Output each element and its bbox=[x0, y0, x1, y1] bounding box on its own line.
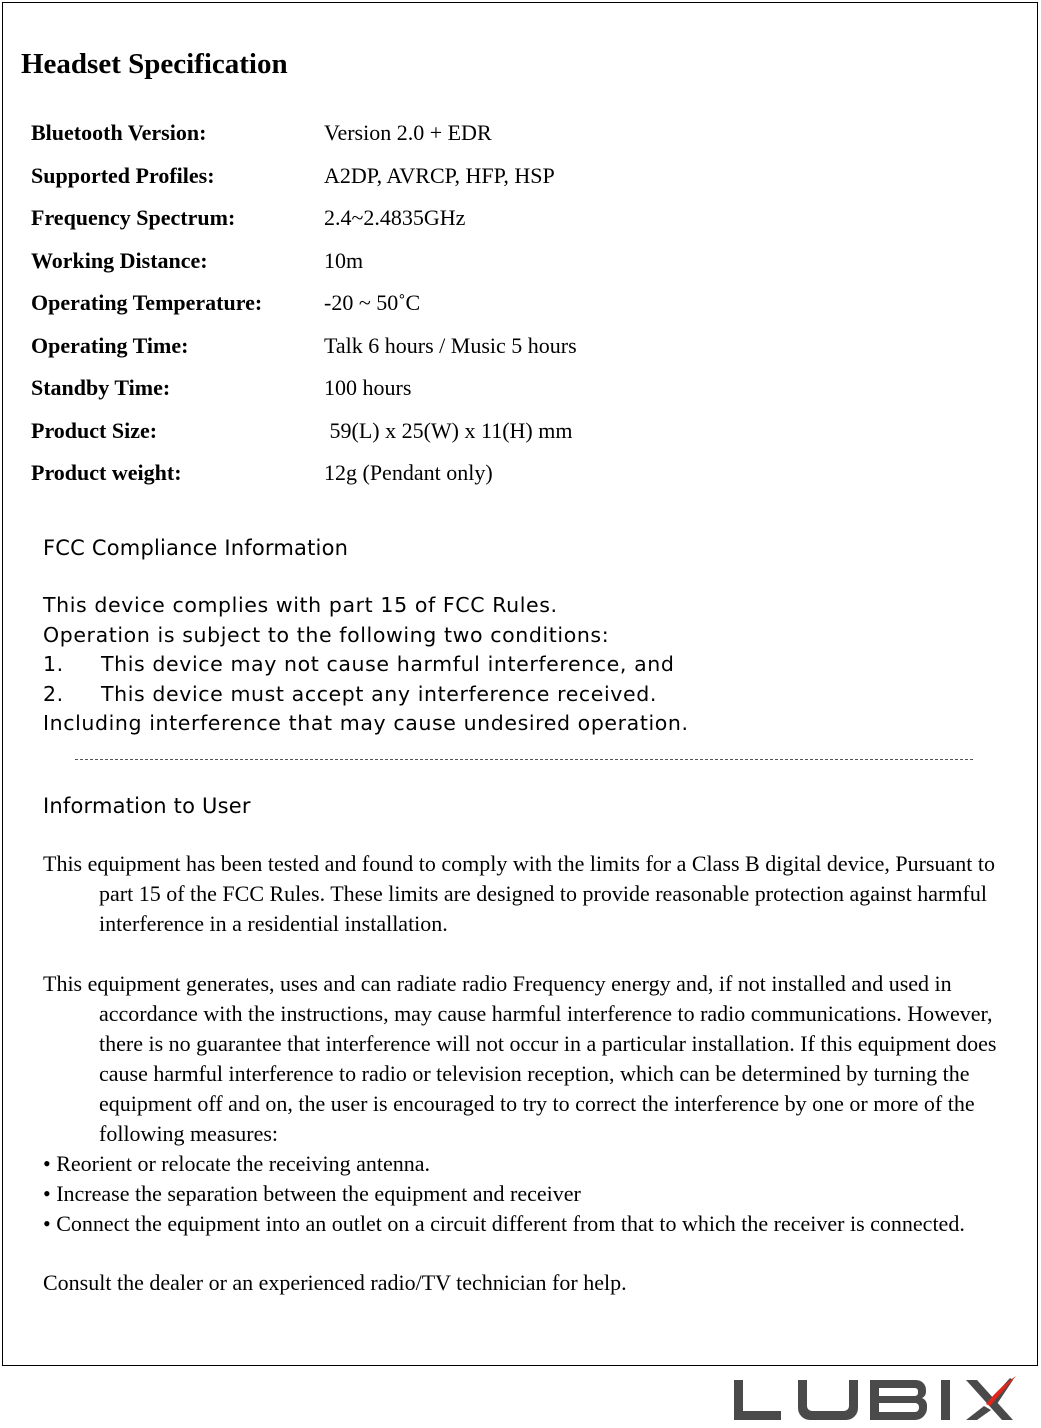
spec-value: 12g (Pendant only) bbox=[324, 460, 493, 486]
user-info-paragraph: This equipment has been tested and found to comply with the limits for a Class B digital device, Pursuant to part 15 of the FCC Rules. These limits are designed to provide reasonable protection against harmful interference in a residential installation. bbox=[43, 851, 995, 936]
user-info-paragraph: This equipment generates, uses and can radiate radio Frequency energy and, if not installed and used in accordance with the instructions, may cause harmful interference to radio communications. However, there is no guarantee that interference will not occur in a particular installation. If this equipment does cause harmful interference to radio or television reception, which can be determined by turning the equipment off and on, the user is encouraged to try to correct the interference by one or more of the following measures: bbox=[43, 970, 997, 1146]
spec-value: 10m bbox=[324, 247, 364, 273]
fcc-line: Including interference that may cause undesired operation. bbox=[43, 711, 689, 736]
dashed-divider bbox=[75, 759, 973, 760]
user-info-heading: Information to User bbox=[43, 794, 251, 818]
spec-table bbox=[31, 112, 931, 495]
fcc-statement bbox=[43, 591, 689, 739]
fcc-heading: FCC Compliance Information bbox=[43, 536, 349, 560]
spec-row bbox=[31, 282, 931, 325]
fcc-condition-text: This device must accept any interference received. bbox=[101, 681, 657, 706]
fcc-line: Operation is subject to the following two conditions: bbox=[43, 622, 610, 647]
spec-row bbox=[31, 452, 931, 495]
spec-value: 2.4~2.4835GHz bbox=[324, 205, 466, 231]
list-item: • Increase the separation between the equipment and receiver bbox=[43, 1180, 581, 1206]
spec-row bbox=[31, 155, 931, 198]
page-frame bbox=[2, 2, 1038, 1366]
spec-label: Supported Profiles: bbox=[31, 162, 215, 188]
measures-list bbox=[43, 1149, 1018, 1239]
spec-value: 59(L) x 25(W) x 11(H) mm bbox=[324, 417, 573, 443]
spec-row bbox=[31, 367, 931, 410]
lubix-wordmark bbox=[734, 1380, 1013, 1420]
spec-row bbox=[31, 112, 931, 155]
spec-value: A2DP, AVRCP, HFP, HSP bbox=[324, 162, 555, 188]
spec-row bbox=[31, 240, 931, 283]
user-info-paragraph: Consult the dealer or an experienced radio/TV technician for help. bbox=[43, 1270, 627, 1295]
spec-value: 100 hours bbox=[324, 375, 412, 401]
spec-label: Standby Time: bbox=[31, 375, 171, 401]
spec-label: Operating Temperature: bbox=[31, 290, 263, 316]
fcc-condition bbox=[43, 680, 689, 710]
logo-red-swoosh bbox=[986, 1376, 1016, 1406]
fcc-line: This device complies with part 15 of FCC Rules. bbox=[43, 593, 558, 617]
spec-label: Working Distance: bbox=[31, 247, 208, 273]
spec-row bbox=[31, 410, 931, 453]
user-info-body bbox=[43, 849, 1018, 1328]
spec-value: Version 2.0 + EDR bbox=[324, 120, 492, 146]
spec-row bbox=[31, 325, 931, 368]
spec-value: -20 ~ 50˚C bbox=[324, 290, 421, 316]
spec-row bbox=[31, 197, 931, 240]
fcc-condition-text: This device may not cause harmful interference, and bbox=[101, 652, 675, 677]
spec-label: Product Size: bbox=[31, 417, 158, 443]
list-item: • Reorient or relocate the receiving antenna. bbox=[43, 1150, 431, 1176]
spec-value: Talk 6 hours / Music 5 hours bbox=[324, 332, 577, 358]
page-title: Headset Specification bbox=[21, 48, 288, 80]
spec-label: Product weight: bbox=[31, 460, 182, 486]
list-item: • Connect the equipment into an outlet on a circuit different from that to which the receiver is connected. bbox=[43, 1210, 965, 1236]
spec-label: Bluetooth Version: bbox=[31, 120, 207, 146]
lubix-logo bbox=[728, 1376, 1016, 1424]
fcc-condition-number: 2. bbox=[43, 681, 64, 706]
fcc-condition-number: 1. bbox=[43, 652, 64, 677]
spec-label: Operating Time: bbox=[31, 332, 189, 358]
spec-label: Frequency Spectrum: bbox=[31, 205, 236, 231]
fcc-condition bbox=[43, 650, 689, 680]
